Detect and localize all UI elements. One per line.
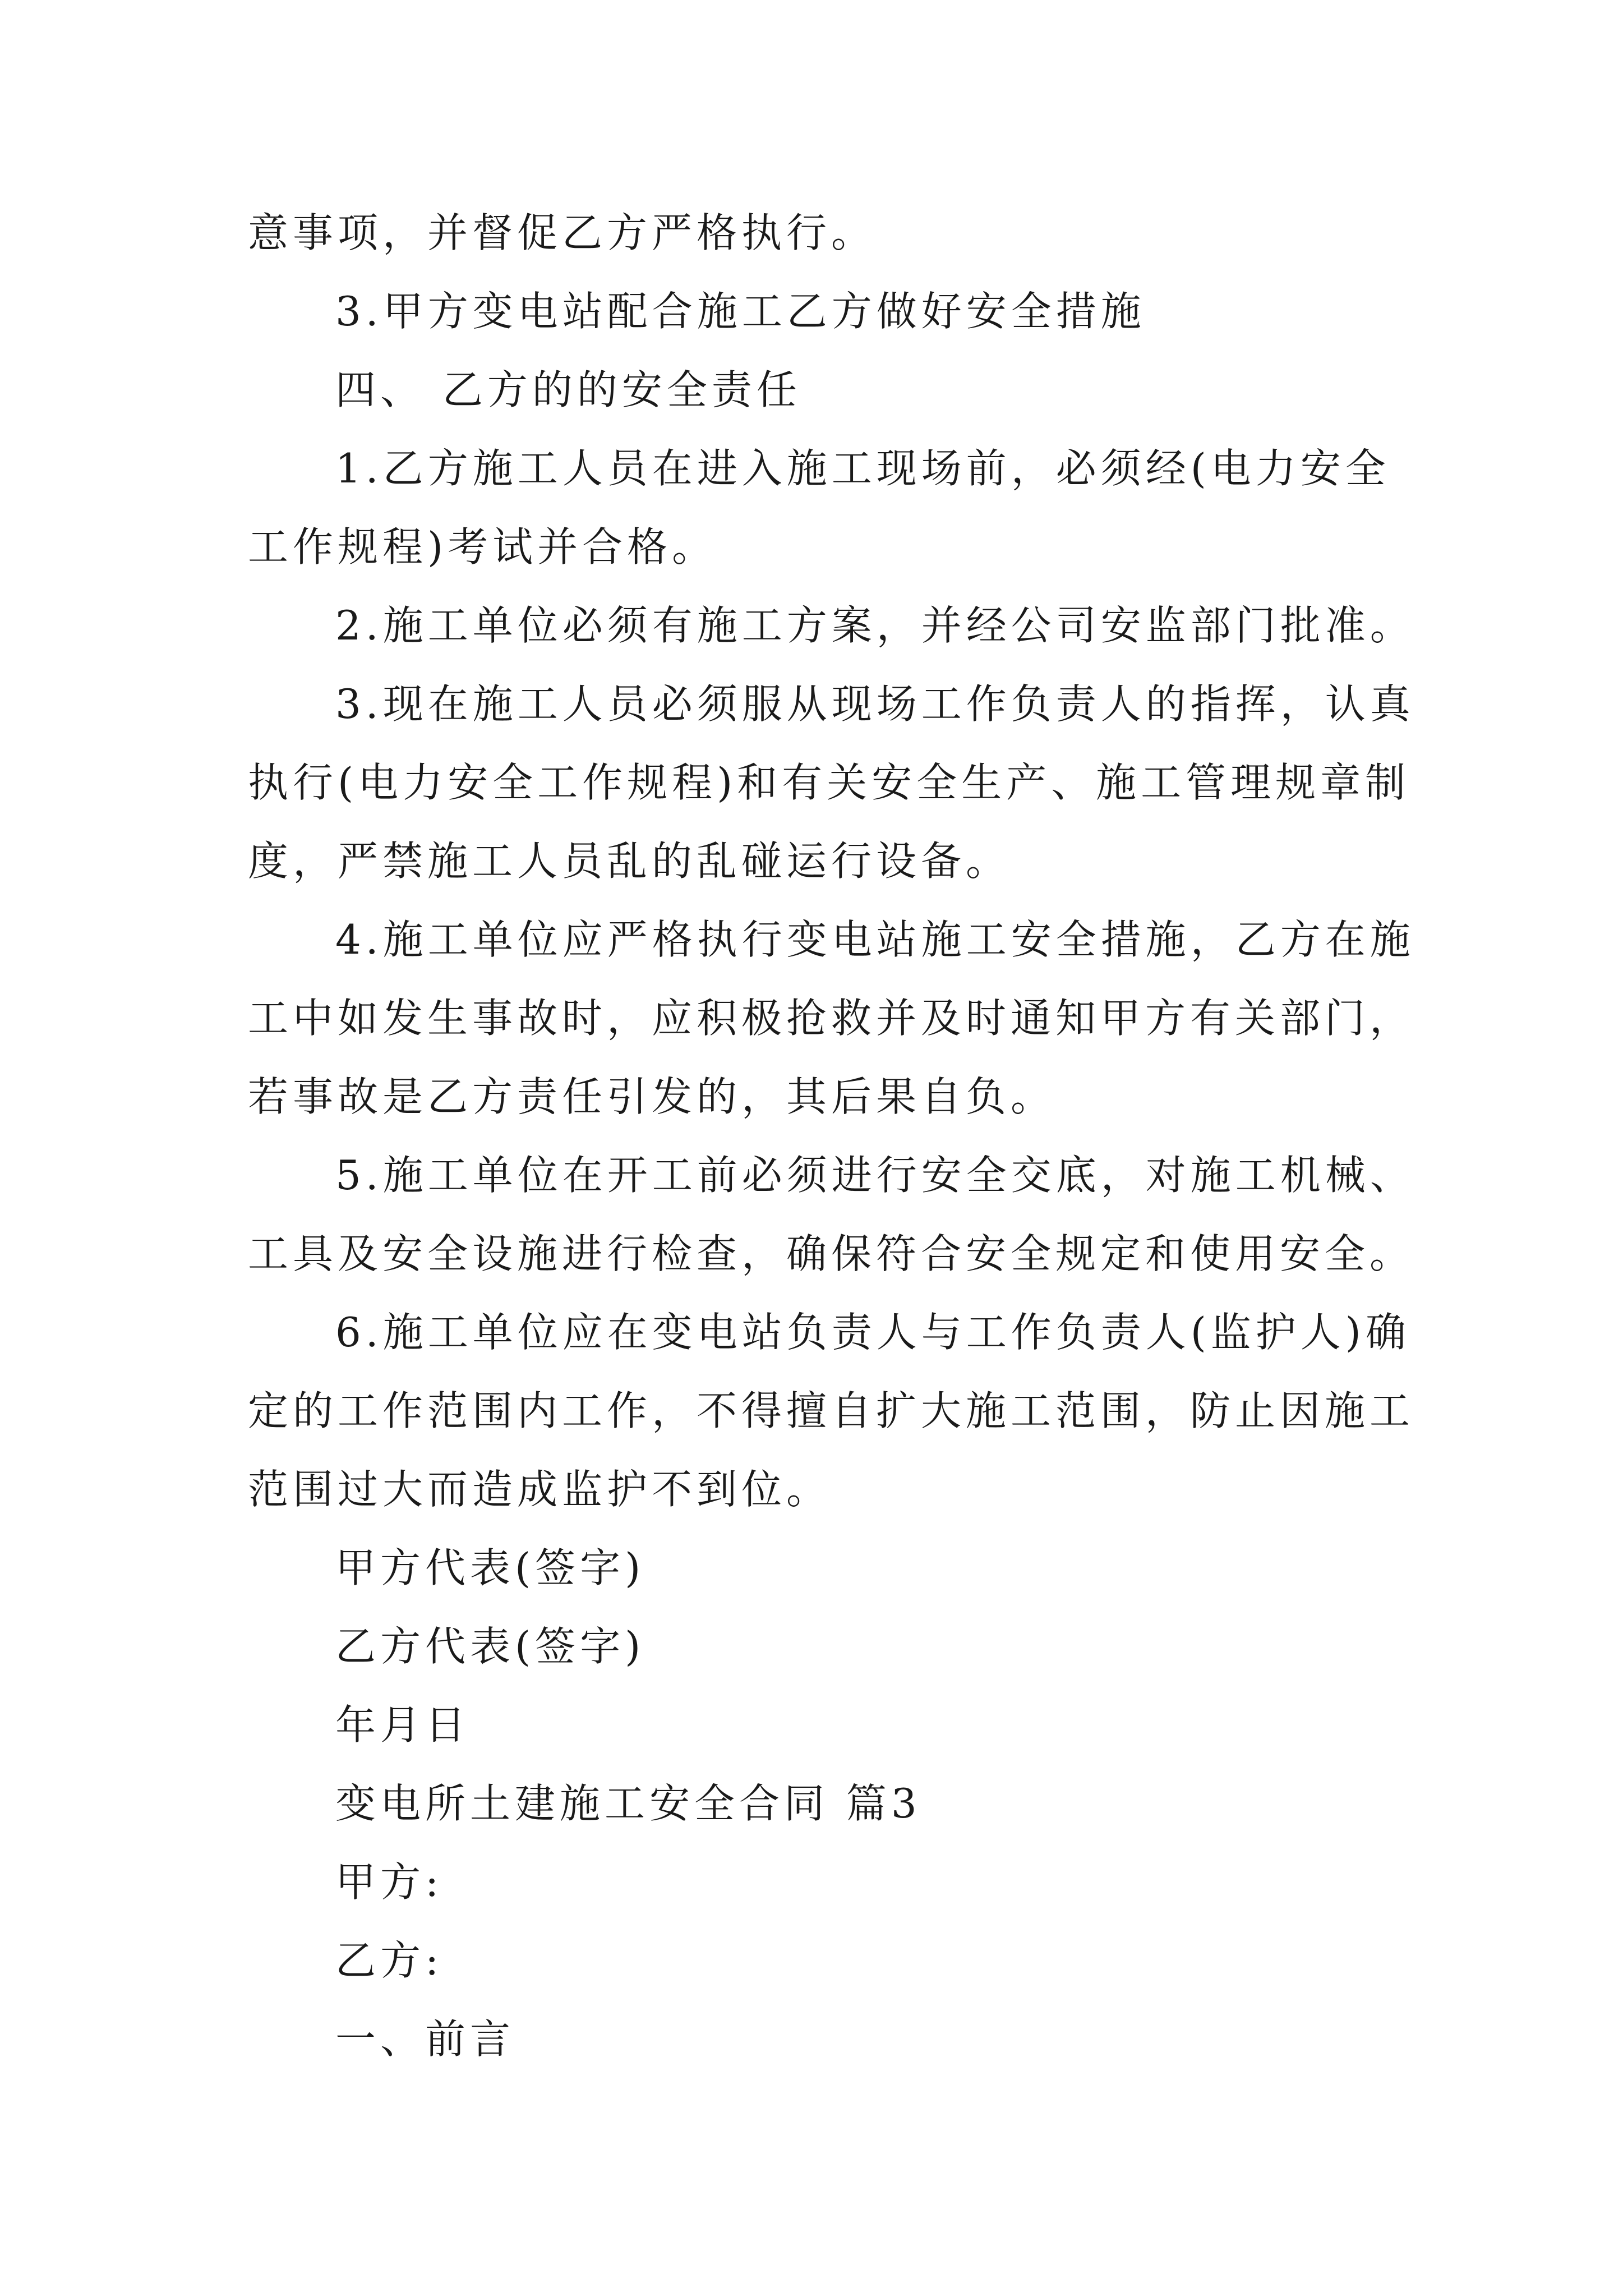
paragraph-line: 意事项，并督促乙方严格执行。 [248, 209, 877, 256]
paragraph-line: 工中如发生事故时，应积极抢救并及时通知甲方有关部门， [248, 995, 1415, 1042]
paragraph-line: 执行(电力安全工作规程)和有关安全生产、施工管理规章制 [248, 759, 1410, 806]
section-heading: 一、前言 [335, 2016, 515, 2063]
list-item: 5.施工单位在开工前必须进行安全交底，对施工机械、 [335, 1152, 1415, 1199]
party-b-line: 乙方: [335, 1937, 444, 1984]
paragraph-line: 工作规程)考试并合格。 [248, 523, 717, 570]
paragraph-line: 定的工作范围内工作，不得擅自扩大施工范围，防止因施工 [248, 1387, 1415, 1434]
contract-title: 变电所土建施工安全合同 篇3 [335, 1780, 921, 1827]
list-item: 2.施工单位必须有施工方案，并经公司安监部门批准。 [335, 602, 1415, 649]
list-item: 4.施工单位应严格执行变电站施工安全措施，乙方在施 [335, 916, 1415, 963]
list-item: 3.甲方变电站配合施工乙方做好安全措施 [335, 288, 1146, 335]
list-item: 1.乙方施工人员在进入施工现场前，必须经(电力安全 [335, 445, 1390, 492]
list-item: 6.施工单位应在变电站负责人与工作负责人(监护人)确 [335, 1309, 1410, 1356]
paragraph-line: 度，严禁施工人员乱的乱碰运行设备。 [248, 838, 1011, 885]
list-item: 3.现在施工人员必须服从现场工作负责人的指挥，认真 [335, 680, 1415, 728]
paragraph-line: 若事故是乙方责任引发的，其后果自负。 [248, 1073, 1056, 1120]
section-heading: 四、 乙方的的安全责任 [335, 366, 801, 413]
party-a-line: 甲方: [335, 1858, 444, 1906]
signature-line-party-a: 甲方代表(签字) [335, 1544, 645, 1591]
date-line: 年月日 [335, 1701, 471, 1749]
paragraph-line: 范围过大而造成监护不到位。 [248, 1466, 832, 1513]
signature-line-party-b: 乙方代表(签字) [335, 1623, 645, 1670]
paragraph-line: 工具及安全设施进行检查，确保符合安全规定和使用安全。 [248, 1230, 1415, 1277]
